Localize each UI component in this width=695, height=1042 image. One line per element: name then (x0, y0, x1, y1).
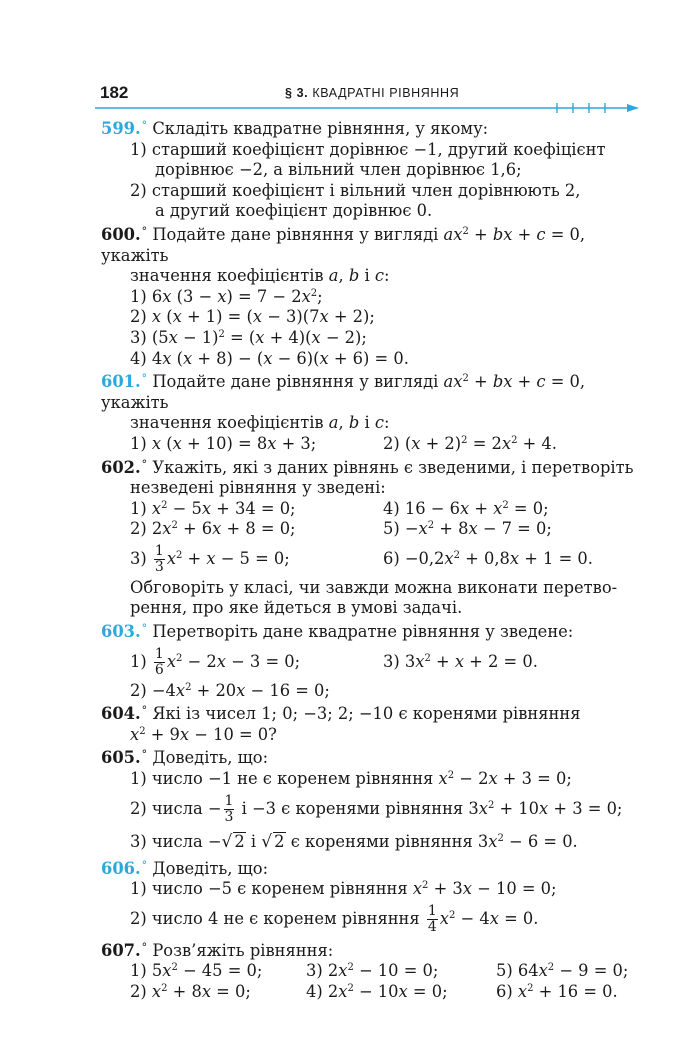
task-text: Складіть квадратне рівняння, у якому: (152, 119, 489, 138)
fraction: $\frac{1}{6}$ (154, 645, 164, 678)
task-item: 1) число −5 є коренем рівняння $x^2 + 3x - 10 = 0$; (130, 879, 557, 899)
task-599: 599.° Складіть квадратне рівняння, у якому: (101, 119, 489, 138)
task-item: дорівнює −2, а вільний член дорівнює 1,6; (155, 160, 522, 180)
task-number: 599. (101, 119, 141, 138)
equation-row (101, 643, 641, 681)
equation: $6) -0,2x^2 + 0,8x + 1 = 0$. (383, 548, 593, 568)
task-number: 602. (101, 457, 141, 477)
task-item: а другий коефіцієнт дорівнює 0. (155, 201, 433, 221)
task-603: 603.° Перетворіть дане квадратне рівняння у зведене: (101, 622, 574, 642)
page-number: 182 (100, 83, 129, 102)
equation: $x^2 + 9x - 10 = 0$? (130, 724, 277, 744)
equation: 1) $5x^2 - 45 = 0$; (130, 961, 263, 981)
task-number: 600. (101, 224, 141, 244)
equation: 4) $2x^2 - 10x = 0$; (306, 982, 448, 1001)
task-text: Укажіть, які з даних рівнянь є зведеними, і перетворіть (152, 457, 634, 477)
equation: 2) $(x + 2)^2 = 2x^2 + 4$. (383, 433, 557, 453)
task-text: Подайте дане рівняння у вигляді (152, 372, 439, 392)
equation-row (101, 519, 641, 540)
task-606: 606.° Доведіть, що: (101, 858, 269, 878)
section-title (285, 86, 459, 100)
equation: 2) x (x + 1) = (x − 3)(7x + 2); (130, 307, 375, 327)
equation: $5) -x^2 + 8x - 7 = 0$; (383, 519, 552, 539)
equation: 3) $3x^2 + x + 2 = 0$. (383, 651, 538, 671)
task-note: рення, про яке йдеться в умові задачі. (130, 598, 463, 618)
equation: 2) $2x^2 + 6x + 8 = 0$; (130, 519, 296, 539)
task-text: значення коефіцієнтів a, b і c: (130, 266, 390, 286)
section-name: КВАДРАТНІ РІВНЯННЯ (312, 86, 460, 100)
equation-row (101, 434, 641, 455)
equation: 5) $64x^2 - 9 = 0$; (496, 961, 629, 981)
task-607: 607.° Розв’яжіть рівняння: (101, 940, 334, 960)
task-text: значення коефіцієнтів a, b і c: (130, 413, 390, 433)
equation-row (101, 499, 641, 520)
task-text: Перетворіть дане квадратне рівняння у зведене: (152, 622, 574, 642)
task-602: 602.° Укажіть, які з даних рівнянь є зведеними, і перетворіть (101, 457, 634, 477)
task-note: Обговоріть у класі, чи завжди можна виконати перетво- (130, 577, 618, 597)
equation: 4) $16 - 6x + x^2 = 0$; (383, 498, 549, 518)
equation-row (101, 540, 641, 578)
equation: 4) 4x (x + 8) − (x − 6)(x + 6) = 0. (130, 348, 409, 368)
task-text: Доведіть, що: (152, 748, 269, 768)
equation: 1) $x^2 - 5x + 34 = 0$; (130, 498, 296, 518)
task-600: 600.° Подайте дане рівняння у вигляді $ax^2$ + bx + c = 0, укажіть (101, 224, 586, 265)
fraction: $\frac{1}{3}$ (224, 792, 234, 825)
task-text: Доведіть, що: (152, 858, 269, 878)
fraction: $\frac{1}{3}$ (154, 542, 164, 575)
equation: 6) $x^2 + 16 = 0$. (496, 982, 618, 1001)
task-text: Які із чисел 1; 0; −3; 2; −10 є коренями рівняння (152, 704, 581, 724)
page-content (101, 116, 641, 1003)
fraction: $\frac{1}{4}$ (427, 902, 437, 935)
task-604: 604.° Які із чисел 1; 0; −3; 2; −10 є коренями рівняння (101, 704, 581, 724)
equation: 3) $\frac{1}{3}$ $x^2 + x - 5 = 0$; (130, 542, 290, 575)
task-item: 2) число 4 не є коренем рівняння $\frac{1}{4}$ $x^2 - 4x = 0$. (130, 902, 539, 935)
task-605: 605.° Доведіть, що: (101, 748, 269, 768)
equation-row (101, 982, 641, 1003)
equation: 3) $2x^2 - 10 = 0$; (306, 961, 439, 981)
sqrt: 2 (274, 831, 285, 851)
task-text: незведені рівняння у зведені: (130, 478, 386, 498)
equation-row (101, 961, 641, 982)
equation: 3) $(5x - 1)^2 = (x + 4)(x - 2)$; (130, 327, 367, 347)
sqrt: 2 (234, 831, 245, 851)
equation: 1) $\frac{1}{6}$ $x^2 - 2x - 3 = 0$; (130, 645, 301, 678)
section-mark: § 3. (285, 86, 309, 100)
task-text: Подайте дане рівняння у вигляді (152, 224, 439, 244)
task-number: 606. (101, 858, 141, 878)
page-header (0, 0, 695, 120)
equation: 2) $x^2 + 8x = 0$; (130, 982, 251, 1001)
equation: $2) -4x^2 + 20x - 16 = 0$; (130, 680, 330, 700)
task-601: 601.° Подайте дане рівняння у вигляді $ax^2$ + bx + c = 0, укажіть (101, 372, 586, 412)
task-item: 3) числа −√ 2 і √ 2 є коренями рівняння $3x^2 - 6 = 0$. (130, 831, 578, 852)
task-number: 601. (101, 372, 141, 392)
equation: 1) x (x + 10) = 8x + 3; (130, 433, 317, 453)
task-number: 604. (101, 704, 141, 724)
task-text: Розв’яжіть рівняння: (152, 940, 334, 960)
task-number: 605. (101, 748, 141, 768)
task-number: 603. (101, 622, 141, 642)
task-item: 2) числа − $\frac{1}{3}$ і −3 є коренями рівняння $3x^2 + 10x + 3 = 0$; (130, 792, 623, 825)
task-number: 607. (101, 940, 141, 960)
task-item: 1) число −1 не є коренем рівняння $x^2 - 2x + 3 = 0$; (130, 769, 572, 789)
header-rule (95, 103, 640, 113)
task-item: 2) старший коефіцієнт і вільний член дорівнюють 2, (130, 180, 581, 200)
task-item: 1) старший коефіцієнт дорівнює −1, другий коефіцієнт (130, 139, 606, 159)
equation: 1) 6x $(3 - x) = 7 - 2x^2$; (130, 286, 323, 306)
